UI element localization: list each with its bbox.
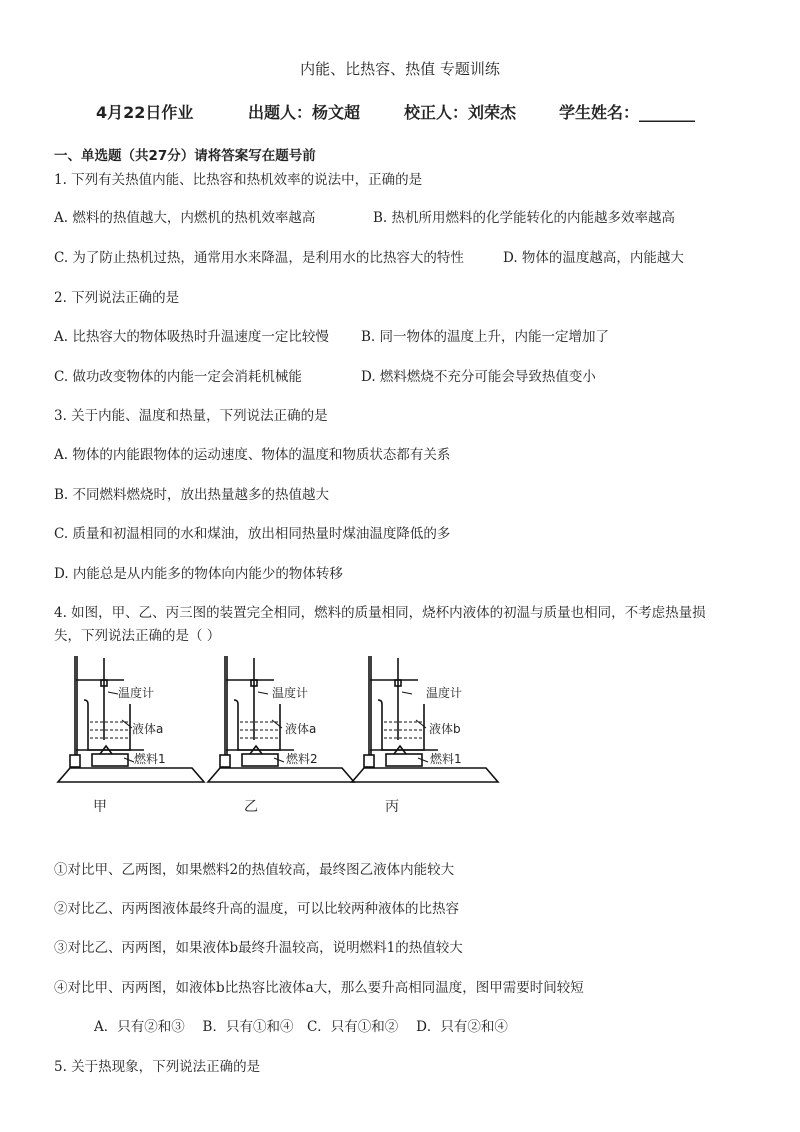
q4-statement-1: ①对比甲、乙两图，如果燃料2的热值较高，最终图乙液体内能较大 [54, 862, 455, 878]
figure-bing-apparatus [348, 650, 518, 822]
q3-option-b: B. 不同燃料燃烧时，放出热量越多的热值越大 [54, 487, 330, 503]
q4-options: A．只有②和③ B．只有①和④ C．只有①和② D．只有②和④ [94, 1019, 508, 1035]
q4-statement-3: ③对比乙、丙两图，如果液体b最终升温较高，说明燃料1的热值较大 [54, 940, 463, 956]
q1-option-b: B. 热机所用燃料的化学能转化的内能越多效率越高 [373, 210, 676, 226]
q4-statement-4: ④对比甲、丙两图，如液体b比热容比液体a大，那么要升高相同温度，图甲需要时间较短 [54, 980, 584, 996]
q1-stem: 1. 下列有关热值内能、比热容和热机效率的说法中，正确的是 [54, 172, 423, 188]
bing-fuel-label: 燃料1 [430, 752, 462, 766]
q1-option-c: C. 为了防止热机过热，通常用水来降温，是利用水的比热容大的特性 [54, 250, 464, 266]
q5-stem: 5. 关于热现象，下列说法正确的是 [54, 1059, 261, 1075]
q3-option-d: D. 内能总是从内能多的物体向内能少的物体转移 [54, 566, 343, 582]
figure-jia-apparatus [54, 650, 224, 822]
q1-option-d: D. 物体的温度越高，内能越大 [503, 250, 684, 266]
bing-thermometer-label: 温度计 [426, 686, 463, 700]
q1-option-a: A. 燃料的热值越大，内燃机的热机效率越高 [54, 210, 316, 226]
homework-date: 4月22日作业 [96, 103, 194, 122]
yi-caption: 乙 [244, 799, 258, 815]
q2-option-c: C. 做功改变物体的内能一定会消耗机械能 [54, 369, 302, 385]
q3-option-c: C. 质量和初温相同的水和煤油，放出相同热量时煤油温度降低的多 [54, 526, 451, 542]
yi-liquid-label: 液体a [285, 722, 317, 736]
bing-caption: 丙 [385, 799, 399, 815]
q4-stem-line1: 4. 如图，甲、乙、丙三图的装置完全相同，燃料的质量相同，烧杯内液体的初温与质量也相同，不考虑热量损 [54, 605, 706, 621]
bing-liquid-label: 液体b [429, 722, 461, 736]
author: 出题人：杨文超 [248, 103, 361, 122]
jia-liquid-label: 液体a [132, 722, 164, 736]
proofreader: 校正人：刘荣杰 [404, 103, 517, 122]
jia-fuel-label: 燃料1 [134, 752, 166, 766]
q3-option-a: A. 物体的内能跟物体的运动速度、物体的温度和物质状态都有关系 [54, 447, 451, 463]
q2-stem: 2. 下列说法正确的是 [54, 290, 180, 306]
q3-stem: 3. 关于内能、温度和热量，下列说法正确的是 [54, 408, 328, 424]
yi-thermometer-label: 温度计 [272, 686, 309, 700]
q2-option-a: A. 比热容大的物体吸热时升温速度一定比较慢 [54, 329, 329, 345]
yi-fuel-label: 燃料2 [286, 752, 318, 766]
q2-option-d: D. 燃料燃烧不充分可能会导致热值变小 [361, 369, 596, 385]
q4-stem-line2: 失，下列说法正确的是（ ） [54, 628, 221, 644]
q2-option-b: B. 同一物体的温度上升，内能一定增加了 [361, 329, 610, 345]
jia-thermometer-label: 温度计 [118, 686, 155, 700]
student-name-field: 学生姓名：_______ [559, 103, 696, 122]
q4-statement-2: ②对比乙、丙两图液体最终升高的温度，可以比较两种液体的比热容 [54, 901, 459, 917]
page-title: 内能、比热容、热值 专题训练 [300, 60, 500, 78]
jia-caption: 甲 [93, 799, 107, 815]
section-heading: 一、单选题（共27分）请将答案写在题号前 [54, 148, 316, 164]
